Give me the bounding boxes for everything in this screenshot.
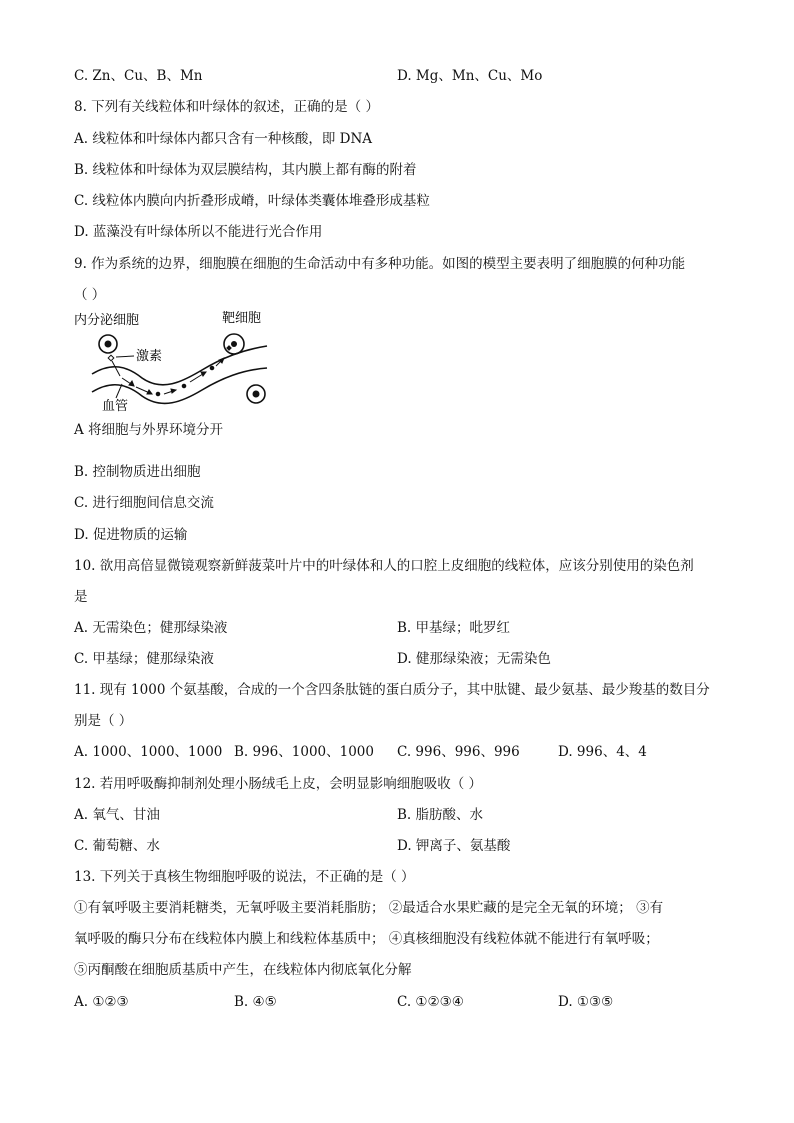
q13-stem: 13. 下列关于真核生物细胞呼吸的说法，不正确的是（ ）	[74, 869, 415, 885]
q7-option-d: D. Mg、Mn、Cu、Mo	[397, 68, 543, 84]
q10-option-c: C. 甲基绿；健那绿染液	[74, 651, 214, 667]
q8-option-d: D. 蓝藻没有叶绿体所以不能进行光合作用	[74, 224, 323, 240]
q8-stem: 8. 下列有关线粒体和叶绿体的叙述，正确的是（ ）	[74, 99, 379, 115]
q11-option-b: B. 996、1000、1000	[234, 744, 374, 760]
q10-stem-cont: 是	[74, 589, 88, 605]
q8-option-b: B. 线粒体和叶绿体为双层膜结构，其内膜上都有酶的附着	[74, 162, 417, 178]
q13-statement-line-1: ①有氧呼吸主要消耗糖类，无氧呼吸主要消耗脂肪； ②最适合水果贮藏的是完全无氧的环境； ③有	[74, 900, 664, 916]
q10-stem: 10. 欲用高倍显微镜观察新鲜菠菜叶片中的叶绿体和人的口腔上皮细胞的线粒体，应该分别使用的染色剂	[74, 558, 694, 574]
q13-option-a: A. ①②③	[74, 994, 129, 1010]
figure-label-blood-vessel: 血管	[102, 399, 129, 414]
q11-option-d: D. 996、4、4	[558, 744, 647, 760]
q9-stem-cont: （ ）	[74, 287, 106, 303]
q13-statement-line-3: ⑤丙酮酸在细胞质基质中产生，在线粒体内彻底氧化分解	[74, 962, 412, 978]
endocrine-cell-icon	[99, 335, 117, 353]
q13-option-c: C. ①②③④	[397, 994, 464, 1010]
figure-label-hormone: 激素	[136, 349, 163, 364]
q8-option-a: A. 线粒体和叶绿体内都只含有一种核酸，即 DNA	[74, 131, 373, 147]
figure-label-endocrine-cell: 内分泌细胞	[74, 313, 140, 328]
q10-option-a: A. 无需染色；健那绿染液	[74, 620, 228, 636]
hormone-signaling-figure	[72, 306, 282, 418]
q9-option-d: D. 促进物质的运输	[74, 527, 188, 543]
q10-option-d: D. 健那绿染液；无需染色	[397, 651, 551, 667]
q12-option-b: B. 脂肪酸、水	[397, 807, 484, 823]
q11-stem: 11. 现有 1000 个氨基酸，合成的一个含四条肽链的蛋白质分子，其中肽键、最少氨基、最少羧基的数目分	[74, 682, 710, 698]
q12-stem: 12. 若用呼吸酶抑制剂处理小肠绒毛上皮，会明显影响细胞吸收（ ）	[74, 776, 483, 792]
other-cell-icon	[247, 385, 265, 403]
q9-option-a: A 将细胞与外界环境分开	[74, 422, 224, 438]
q10-option-b: B. 甲基绿；吡罗红	[397, 620, 511, 636]
figure-label-target-cell: 靶细胞	[222, 311, 262, 326]
q12-option-c: C. 葡萄糖、水	[74, 838, 160, 854]
hormone-molecule-icon	[108, 355, 114, 361]
q13-option-b: B. ④⑤	[234, 994, 277, 1010]
q13-statement-line-2: 氧呼吸的酶只分布在线粒体内膜上和线粒体基质中； ④真核细胞没有线粒体就不能进行有氧呼吸；	[74, 931, 659, 947]
blood-vessel-upper-wall	[92, 346, 267, 385]
hormone-transport-arrows	[112, 358, 224, 396]
q13-option-d: D. ①③⑤	[558, 994, 614, 1010]
q8-option-c: C. 线粒体内膜向内折叠形成嵴，叶绿体类囊体堆叠形成基粒	[74, 193, 430, 209]
q11-option-c: C. 996、996、996	[397, 744, 520, 760]
q7-option-c: C. Zn、Cu、B、Mn	[74, 68, 203, 84]
q12-option-a: A. 氧气、甘油	[74, 807, 160, 823]
q9-option-c: C. 进行细胞间信息交流	[74, 495, 214, 511]
q9-stem: 9. 作为系统的边界，细胞膜在细胞的生命活动中有多种功能。如图的模型主要表明了细胞膜的何种功能	[74, 256, 686, 272]
q11-stem-cont: 别是（ ）	[74, 713, 133, 729]
target-cell-icon	[224, 334, 244, 354]
q12-option-d: D. 钾离子、氨基酸	[397, 838, 511, 854]
q11-option-a: A. 1000、1000、1000	[74, 744, 223, 760]
q9-option-b: B. 控制物质进出细胞	[74, 464, 201, 480]
